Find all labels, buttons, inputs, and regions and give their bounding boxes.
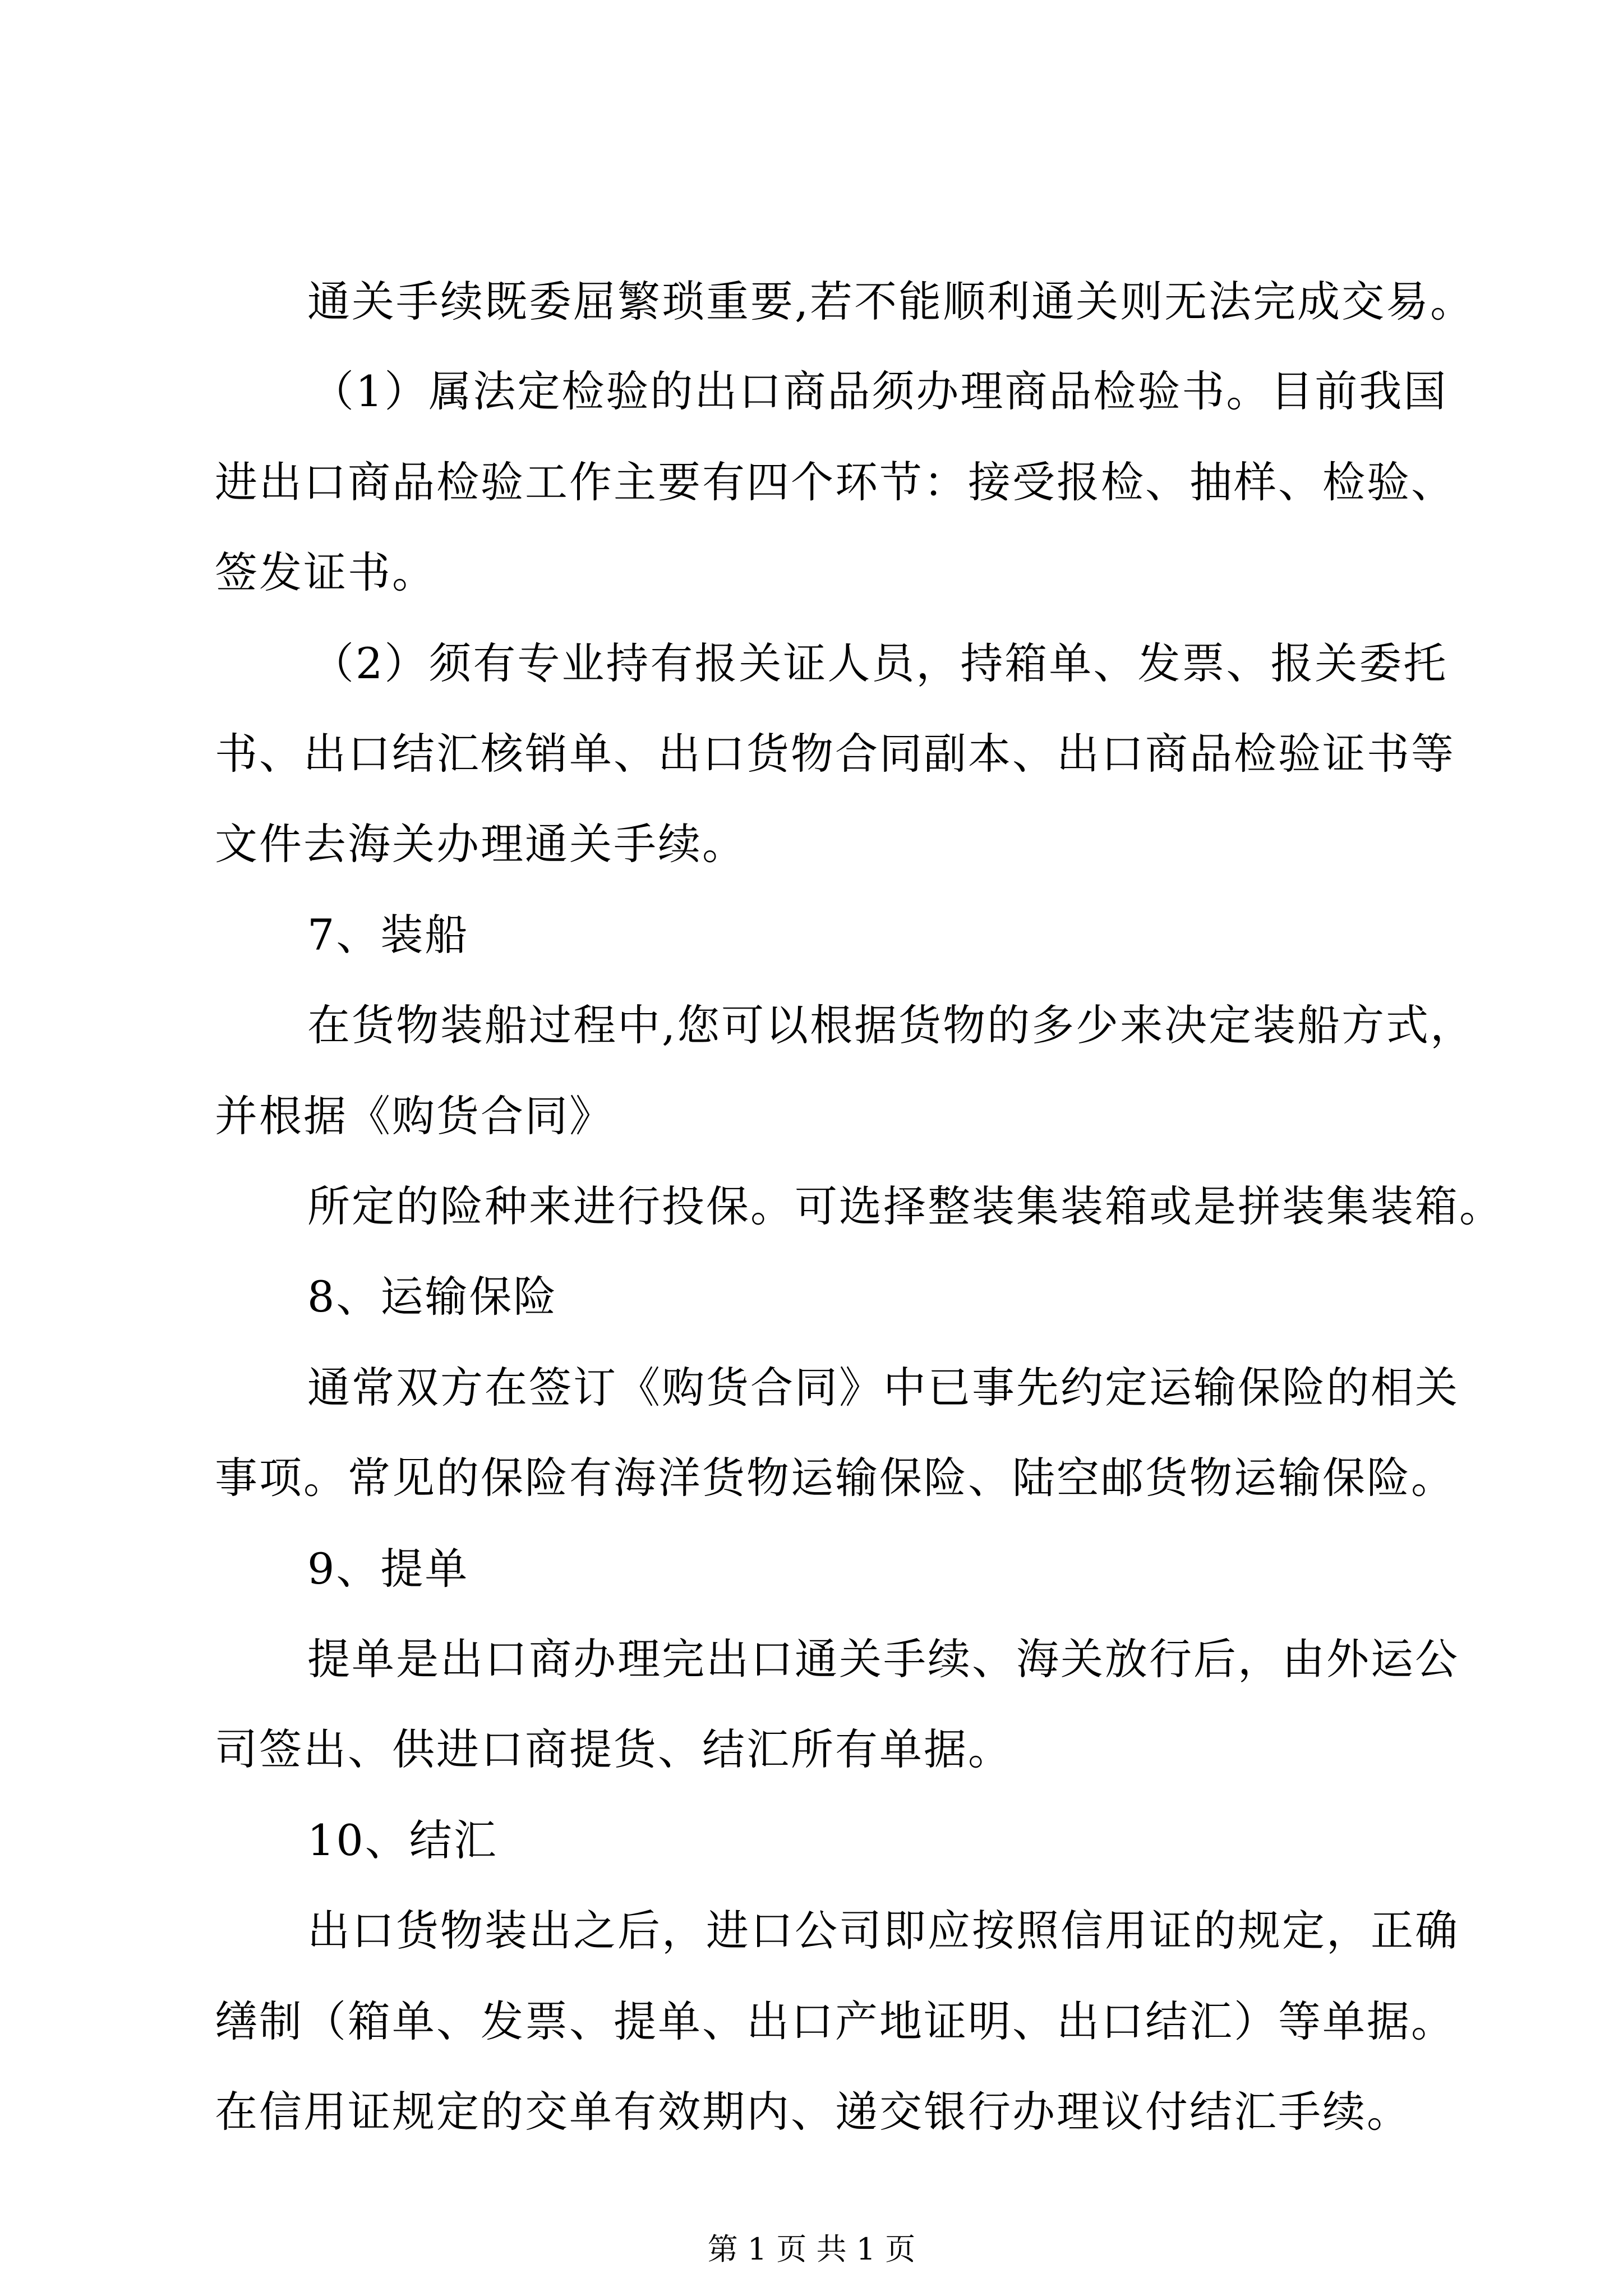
- paragraph-line: 通常双方在签订《购货合同》中已事先约定运输保险的相关: [307, 1363, 1459, 1412]
- paragraph-line: 所定的险种来进行投保。可选择整装集装箱或是拼装集装箱。: [307, 1181, 1504, 1231]
- paragraph-line: 进出口商品检验工作主要有四个环节：接受报检、抽样、检验、: [215, 457, 1455, 507]
- paragraph-line: 事项。常见的保险有海洋货物运输保险、陆空邮货物运输保险。: [215, 1453, 1455, 1503]
- paragraph-line: （1）属法定检验的出口商品须办理商品检验书。目前我国: [311, 366, 1448, 416]
- section-heading: 10、结汇: [307, 1815, 498, 1865]
- paragraph-line: 提单是出口商办理完出口通关手续、海关放行后，由外运公: [307, 1634, 1459, 1684]
- page-footer: 第 1 页 共 1 页: [707, 2231, 916, 2267]
- section-heading: 7、装船: [307, 910, 469, 960]
- paragraph-line: 并根据《购货合同》: [215, 1091, 614, 1141]
- paragraph-line: （2）须有专业持有报关证人员，持箱单、发票、报关委托: [311, 638, 1448, 688]
- paragraph-line: 文件去海关办理通关手续。: [215, 819, 746, 869]
- paragraph-line: 司签出、供进口商提货、结汇所有单据。: [215, 1724, 1012, 1774]
- paragraph-line: 通关手续既委屈繁琐重要,若不能顺利通关则无法完成交易。: [307, 277, 1475, 326]
- paragraph-line: 签发证书。: [215, 547, 436, 597]
- paragraph-line: 书、出口结汇核销单、出口货物合同副本、出口商品检验证书等: [215, 729, 1455, 779]
- section-heading: 8、运输保险: [307, 1272, 558, 1322]
- paragraph-line: 出口货物装出之后，进口公司即应按照信用证的规定，正确: [307, 1906, 1459, 1955]
- paragraph-line: 在信用证规定的交单有效期内、递交银行办理议付结汇手续。: [215, 2087, 1411, 2137]
- section-heading: 9、提单: [307, 1544, 469, 1594]
- paragraph-line: 缮制（箱单、发票、提单、出口产地证明、出口结汇）等单据。: [215, 1996, 1455, 2046]
- paragraph-line: 在货物装船过程中,您可以根据货物的多少来决定装船方式，: [307, 1000, 1475, 1050]
